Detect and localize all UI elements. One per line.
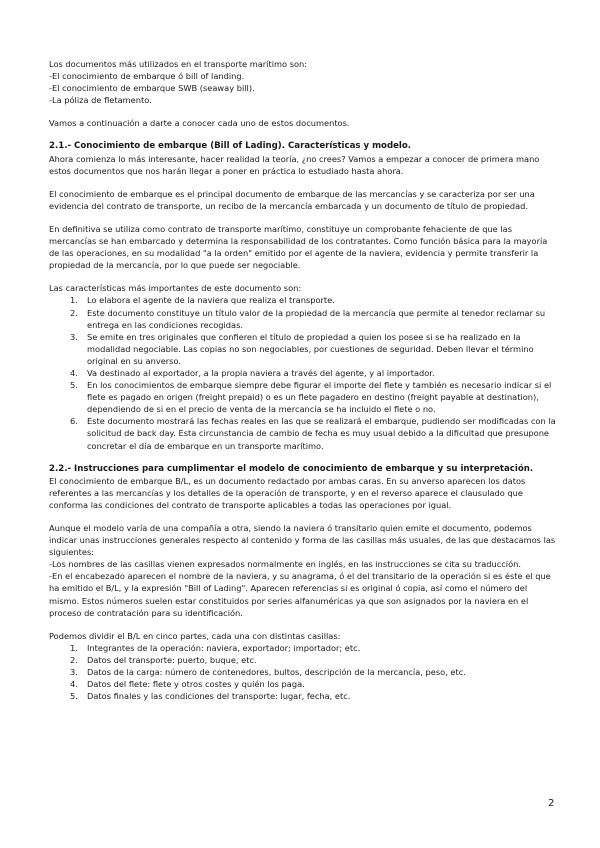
document-page bbox=[49, 58, 557, 702]
page-number: 2 bbox=[548, 798, 555, 809]
list-item bbox=[49, 307, 557, 331]
list-item bbox=[49, 331, 557, 367]
list-item bbox=[49, 415, 557, 451]
list-number: 5. bbox=[70, 380, 78, 391]
list-item bbox=[49, 367, 557, 379]
paragraph: Aunque el modelo varía de una compañía a otra, siendo la naviera ó transitario quien emite el documento, podemos indicar unas instrucciones generales respecto al contenido y forma de las casillas más usuales, de las que destacamos las siguientes: bbox=[49, 523, 556, 558]
list-text: En los conocimientos de embarque siempre debe figurar el importe del flete y también es necesario indicar si el flete es pagado en origen (freight prepaid) o es un flete pagadero en destino (freight payable at destination), dependiendo de si en el precio de venta de la mercancía se ha incluido el flete o no. bbox=[87, 380, 552, 415]
section-heading-2-1: 2.1.- Conocimiento de embarque (Bill of Lading). Características y modelo. bbox=[49, 141, 412, 152]
list-number: 4. bbox=[70, 679, 78, 690]
list-text: Este documento constituye un título valor de la propiedad de la mercancía que permite al tenedor reclamar su entrega en las condiciones recogidas. bbox=[87, 307, 546, 330]
list-number: 5. bbox=[70, 691, 78, 702]
list-item bbox=[49, 666, 557, 678]
list-text: Este documento mostrará las fechas reales en las que se realizará el embarque, pudiendo ser modificadas con la solicitud de back day. Esta circunstancia de cambio de fecha es muy usual debido a la dificultad que presupone concretar el día de embarque en un transporte marítimo. bbox=[87, 416, 556, 451]
list-item bbox=[49, 678, 557, 690]
list-item bbox=[49, 294, 557, 306]
paragraph: -Los nombres de las casillas vienen expresados normalmente en inglés, en las instrucciones se cita su traducción. bbox=[49, 559, 521, 570]
list-item bbox=[49, 690, 557, 702]
list-number: 3. bbox=[70, 667, 78, 678]
list-item bbox=[49, 654, 557, 666]
list-number: 1. bbox=[70, 295, 78, 306]
list-text: Datos del transporte: puerto, buque, etc. bbox=[87, 654, 257, 665]
paragraph: -En el encabezado aparecen el nombre de la naviera, y su anagrama, ó el del transitario de la operación si es éste el que ha emitido el B/L, y la expresión "Bill of Lading". Aparecen referencias si es original ó copia, así como el número del mismo. Estos números suelen estar constituidos por series alfanuméricas ya que son asignados por la naviera en el proceso de contratación para su identificación. bbox=[49, 571, 551, 618]
list-text: Datos de la carga: número de contenedores, bultos, descripción de la mercancía, peso, etc. bbox=[87, 667, 466, 678]
intro-paragraph: Los documentos más utilizados en el transporte marítimo son: bbox=[49, 59, 308, 69]
list-number: 3. bbox=[70, 331, 78, 342]
list-text: Va destinado al exportador, a la propia naviera a través del agente, y al importador. bbox=[87, 367, 435, 378]
list-number: 6. bbox=[70, 416, 78, 427]
list-text: Lo elabora el agente de la naviera que realiza el transporte. bbox=[87, 295, 335, 306]
paragraph: Ahora comienza lo más interesante, hacer realidad la teoría, ¿no crees? Vamos a empezar a conocer de primera mano estos documentos que nos harán llegar a poner en práctica lo estudiado hasta ahora. bbox=[49, 153, 540, 176]
list-number: 2. bbox=[70, 307, 78, 318]
list-text: Se emite en tres originales que confieren el título de propiedad a quien los posee si se ha realizado en la modalidad negociable. Las copias no son negociables, por cuestiones de seguridad. Deben llevar el término original en su anverso. bbox=[87, 331, 534, 366]
bl-parts-list bbox=[49, 642, 557, 702]
intro-paragraph: Vamos a continuación a darte a conocer cada uno de estos documentos. bbox=[49, 118, 350, 129]
list-number: 2. bbox=[70, 654, 78, 665]
list-text: Datos del flete: flete y otros costes y quién los paga. bbox=[87, 679, 305, 690]
paragraph: En definitiva se utiliza como contrato de transporte marítimo, constituye un comprobante fehaciente de que las mercancías se han embarcado y determina la responsabilidad de los contratantes. Como función básica para la mayoría de las operaciones, en su modalidad "a la orden" emitido por el agente de la naviera, evidencia y permite transferir la propiedad de la mercancía, por lo que puede ser negociable. bbox=[49, 223, 548, 271]
characteristics-list bbox=[49, 294, 557, 451]
list-text: Integrantes de la operación: naviera, exportador; importador; etc. bbox=[87, 642, 361, 653]
list-number: 4. bbox=[70, 367, 78, 378]
paragraph: El conocimiento de embarque B/L, es un documento redactado por ambas caras. En su anverso aparecen los datos referentes a las mercancías y los detalles de la operación de transporte, y en el reverso aparece el clausulado que conforma las condiciones del contrato de transporte aplicables a todas las operaciones por igual. bbox=[49, 475, 526, 510]
list-item bbox=[49, 379, 557, 415]
list-text: Datos finales y las condiciones del transporte: lugar, fecha, etc. bbox=[87, 691, 351, 702]
intro-list-line: -El conocimiento de embarque ó bill of landing. bbox=[49, 71, 245, 82]
intro-list-line: -El conocimiento de embarque SWB (seaway bill). bbox=[49, 83, 255, 94]
paragraph: El conocimiento de embarque es el principal documento de embarque de las mercancías y se caracteriza por ser una evidencia del contrato de transporte, un recibo de la mercancía embarcada y un documento de título de propiedad. bbox=[49, 188, 535, 211]
list-item bbox=[49, 642, 557, 654]
intro-list-line: -La póliza de fletamento. bbox=[49, 95, 152, 106]
list-number: 1. bbox=[70, 642, 78, 653]
section-heading-2-2: 2.2.- Instrucciones para cumplimentar el modelo de conocimiento de embarque y su interpretación. bbox=[49, 463, 534, 474]
paragraph: Las características más importantes de este documento son: bbox=[49, 283, 302, 294]
paragraph: Podemos dividir el B/L en cinco partes, cada una con distintas casillas: bbox=[49, 630, 341, 641]
